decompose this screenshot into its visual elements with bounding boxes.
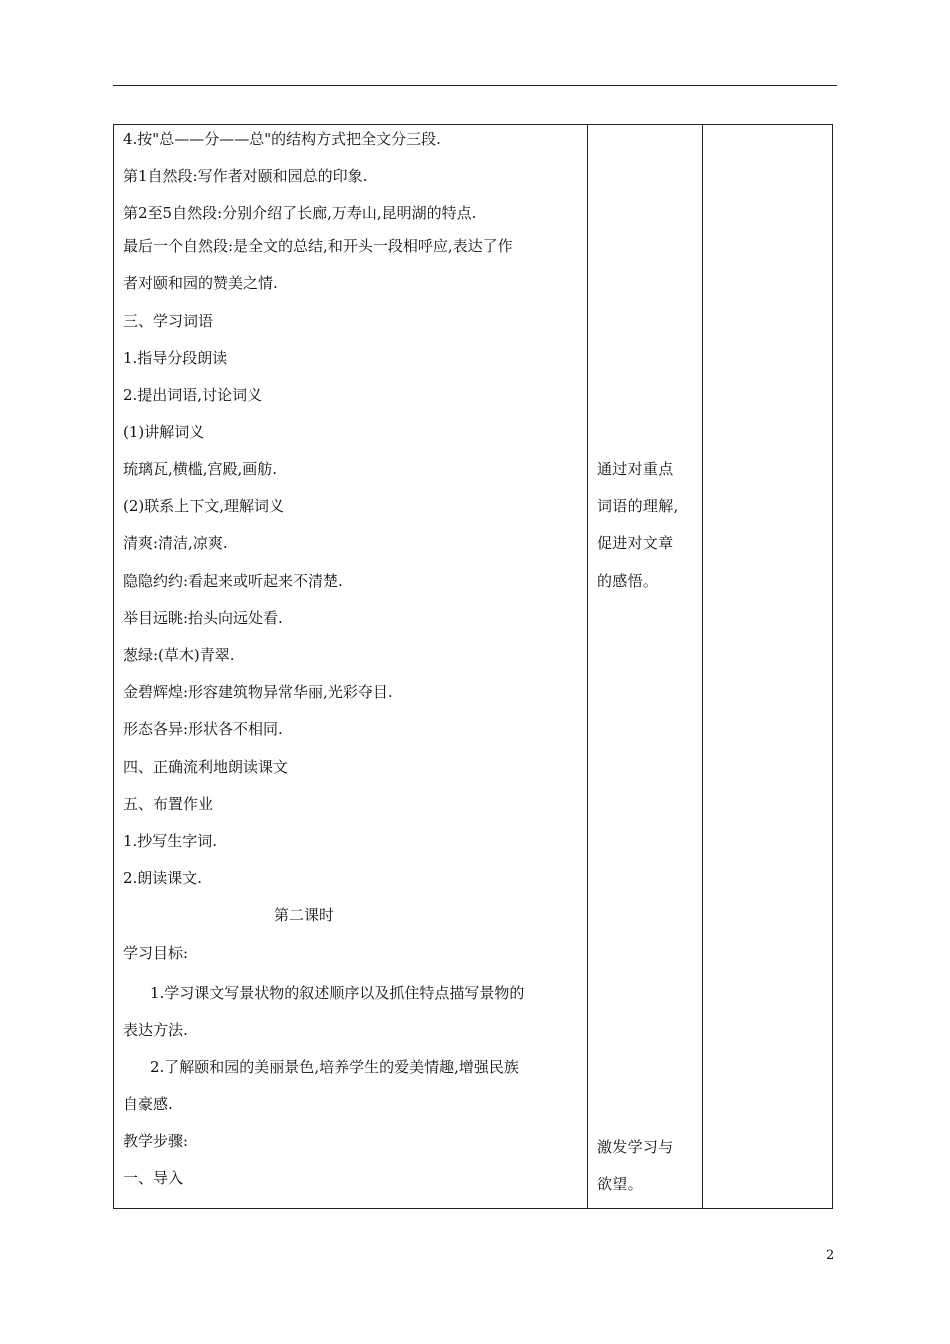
text-line: 举目远眺:抬头向远处看. [123,609,283,627]
text-line: 1.指导分段朗读 [123,349,228,367]
column-divider [702,125,703,1208]
text-line: 琉璃瓦,横槛,宫殿,画舫. [123,460,278,478]
section-heading: 三、学习词语 [123,312,214,330]
text-line: 2.提出词语,讨论词义 [123,386,263,404]
text-line: 金碧辉煌:形容建筑物异常华丽,光彩夺目. [123,683,393,701]
text-line: 学习目标: [123,944,189,962]
text-line: 4.按"总——分——总"的结构方式把全文分三段. [123,130,441,148]
lesson-table [113,124,833,1209]
text-line: 清爽:清洁,凉爽. [123,534,228,552]
text-line: 2.了解颐和园的美丽景色,培养学生的爱美情趣,增强民族 [150,1058,519,1076]
text-line: 最后一个自然段:是全文的总结,和开头一段相呼应,表达了作 [123,237,513,255]
text-line: 教学步骤: [123,1132,189,1150]
header-rule [113,85,837,86]
text-line: 2.朗读课文. [123,869,203,887]
text-line: 第1自然段:写作者对颐和园总的印象. [123,167,368,185]
note-line: 通过对重点 [597,460,674,478]
text-line: (1)讲解词义 [123,423,205,441]
text-line: 1.学习课文写景状物的叙述顺序以及抓住特点描写景物的 [150,984,525,1002]
lesson-title: 第二课时 [274,906,335,924]
text-line: 葱绿:(草木)青翠. [123,646,235,664]
text-line: 表达方法. [123,1021,188,1039]
text-line: 1.抄写生字词. [123,832,218,850]
text-line: (2)联系上下文,理解词义 [123,497,285,515]
text-line: 隐隐约约:看起来或听起来不清楚. [123,572,343,590]
note-line: 词语的理解, [597,497,679,515]
section-heading: 五、布置作业 [123,795,214,813]
note-line: 欲望。 [597,1175,643,1193]
section-heading: 一、导入 [123,1169,184,1187]
section-heading: 四、正确流利地朗读课文 [123,758,289,776]
text-line: 者对颐和园的赞美之情. [123,274,278,292]
text-line: 形态各异:形状各不相同. [123,720,283,738]
column-divider [587,125,588,1208]
text-line: 自豪感. [123,1095,173,1113]
note-line: 的感悟。 [597,572,659,590]
text-line: 第2至5自然段:分别介绍了长廊,万寿山,昆明湖的特点. [123,204,477,222]
note-line: 促进对文章 [597,534,674,552]
page-number: 2 [826,1248,835,1263]
note-line: 激发学习与 [597,1138,674,1156]
